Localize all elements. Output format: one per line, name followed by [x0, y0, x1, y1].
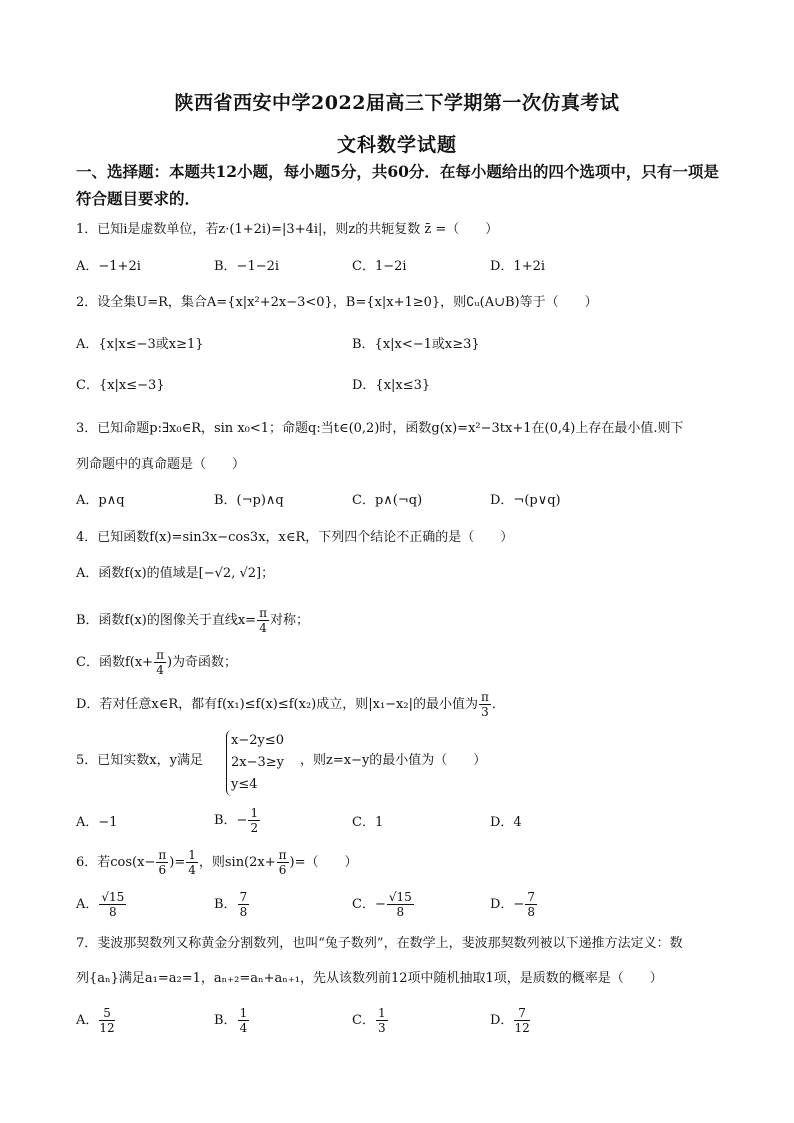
fraction-pi-over-6: $\frac{\pi}{6}$ — [158, 848, 167, 877]
q4-option-a: A．函数f(x)的值域是[−√2, √2]； — [76, 566, 275, 581]
question-3-stem: 3．已知命题p:∃x₀∈R，sin x₀<1；命题q:当t∈(0,2)时，函数g(x)=x²−3tx+1在(0,4)上存在最小值.则下 — [76, 421, 684, 436]
fraction-pi-over-4: $\frac{\pi}{4}$ — [259, 606, 267, 635]
fraction-1-over-4: $\frac{1}{4}$ — [239, 1006, 248, 1035]
question-1-stem: 1．已知i是虚数单位，若z·(1+2i)=|3+4i|，则z的共轭复数 z̄ =（ ） — [76, 222, 499, 237]
fraction-5-over-12: $\frac{5}{12}$ — [99, 1006, 115, 1035]
q1-option-c: C．1−2i — [352, 259, 407, 274]
q2-option-b: B．{x|x<−1或x≥3} — [352, 337, 480, 352]
q3-option-b: B．(¬p)∧q — [214, 493, 284, 508]
q3-option-a: A．p∧q — [76, 493, 125, 508]
q5-inequality-system: x−2y≤0 2x−3≥y y≤4 — [226, 730, 284, 796]
fraction-7-over-12: $\frac{7}{12}$ — [514, 1006, 530, 1035]
fraction-sqrt15-over-8: $\frac{√15}{8}$ — [101, 890, 125, 919]
fraction-1-over-3: $\frac{1}{3}$ — [377, 1006, 386, 1035]
q7-option-b: B． $\frac{1}{4}$ — [214, 1006, 248, 1035]
q4-option-d: D．若对任意x∈R，都有f(x₁)≤f(x)≤f(x₂)成立，则|x₁−x₂|的最小值为 $\frac{\pi}{3}$ ． — [76, 690, 505, 719]
question-4-stem: 4．已知函数f(x)=sin3x−cos3x，x∈R，下列四个结论不正确的是（ ） — [76, 530, 514, 545]
fraction-one-quarter: $\frac{1}{4}$ — [188, 848, 196, 877]
q3-option-c: C．p∧(¬q) — [352, 493, 423, 508]
q2-option-a: A．{x|x≤−3或x≥1} — [76, 337, 204, 352]
q7-option-c: C． $\frac{1}{3}$ — [352, 1006, 386, 1035]
q1-option-d: D．1+2i — [490, 259, 546, 274]
fraction-sqrt15-over-8: $\frac{√15}{8}$ — [388, 890, 412, 919]
question-5-stem-end: ，则z=x−y的最小值为（ ） — [300, 753, 487, 768]
fraction-pi-over-6: $\frac{\pi}{6}$ — [278, 848, 287, 877]
q5-option-c: C．1 — [352, 815, 384, 830]
fraction-pi-over-4: $\frac{\pi}{4}$ — [156, 648, 164, 677]
q5-option-d: D．4 — [490, 815, 522, 830]
q4-option-c: C．函数f(x+ $\frac{\pi}{4}$ )为奇函数； — [76, 648, 238, 677]
exam-subtitle: 文科数学试题 — [336, 134, 457, 156]
q2-option-c: C．{x|x≤−3} — [76, 378, 165, 393]
fraction-pi-over-3: $\frac{\pi}{3}$ — [480, 690, 489, 719]
section-heading: 一、选择题：本题共12小题，每小题5分，共60分．在每小题给出的四个选项中，只有一项是符合题目要求的． — [76, 162, 719, 208]
q7-option-a: A． $\frac{5}{12}$ — [76, 1006, 115, 1035]
q6-option-a: A． $\frac{√15}{8}$ — [76, 890, 125, 919]
exam-title: 陕西省西安中学2022届高三下学期第一次仿真考试 — [174, 92, 620, 114]
fraction-one-half: $\frac{1}{2}$ — [250, 806, 259, 835]
question-6-stem: 6．若cos(x− $\frac{\pi}{6}$ )= $\frac{1}{4}$ ，则sin(2x+ $\frac{\pi}{6}$ )=（ ） — [76, 848, 358, 877]
question-7-stem-cont: 列{aₙ}满足a₁=a₂=1，aₙ₊₂=aₙ+aₙ₊₁，先从该数列前12项中随机抽取1项，是质数的概率是（ ） — [76, 971, 663, 986]
q3-option-d: D．¬(p∨q) — [490, 493, 561, 508]
q6-option-c: C．− $\frac{√15}{8}$ — [352, 890, 412, 919]
q1-option-b: B．−1−2i — [214, 259, 280, 274]
q5-option-a: A．−1 — [76, 815, 118, 830]
fraction-7-over-8: $\frac{7}{8}$ — [527, 890, 535, 919]
q1-option-a: A．−1+2i — [76, 259, 141, 274]
q6-option-b: B． $\frac{7}{8}$ — [214, 890, 248, 919]
fraction-7-over-8: $\frac{7}{8}$ — [239, 890, 248, 919]
q5-option-b: B．− $\frac{1}{2}$ — [214, 806, 259, 835]
question-3-stem-cont: 列命题中的真命题是（ ） — [76, 457, 246, 472]
q7-option-d: D． $\frac{7}{12}$ — [490, 1006, 530, 1035]
q2-option-d: D．{x|x≤3} — [352, 378, 431, 393]
question-7-stem: 7．斐波那契数列又称黄金分割数列，也叫“兔子数列”，在数学上，斐波那契数列被以下递推方法定义：数 — [76, 936, 683, 951]
q6-option-d: D．− $\frac{7}{8}$ — [490, 890, 535, 919]
question-5-stem: 5．已知实数x，y满足 — [76, 753, 203, 768]
question-2-stem: 2．设全集U=R，集合A={x|x²+2x−3<0}，B={x|x+1≥0}，则∁ᵤ(A∪B)等于（ ） — [76, 295, 598, 310]
q4-option-b: B．函数f(x)的图像关于直线x= $\frac{\pi}{4}$ 对称； — [76, 606, 309, 635]
